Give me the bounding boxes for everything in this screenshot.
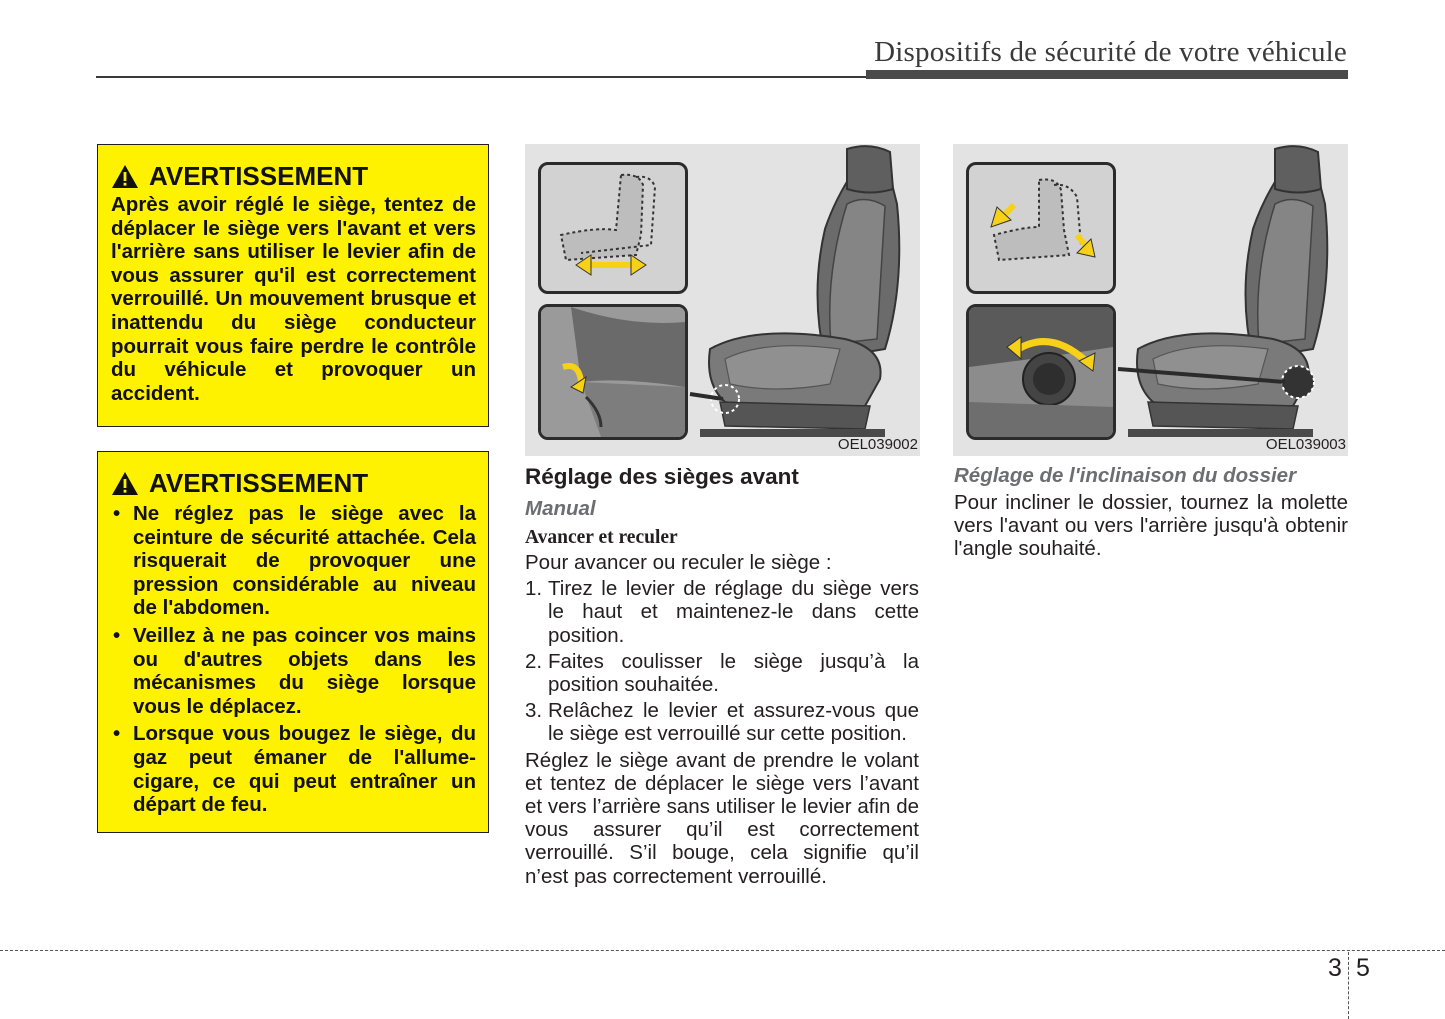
step-item (525, 577, 919, 647)
step-number: 3. (525, 699, 543, 723)
intro-text: Pour avancer ou reculer le siège : (525, 551, 832, 574)
inset-lever-detail (538, 304, 688, 440)
section-subtitle: Manual (525, 497, 596, 520)
step-text: Relâchez le levier et assurez-vous que le siège est verrouillé sur cette position. (548, 699, 919, 746)
steps-list (525, 577, 919, 745)
warning-list-item: • Ne réglez pas le siège avec la ceinture de sécurité attachée. Cela risquerait de provoquer une pression considérable au niveau de l'abdomen. (111, 502, 476, 620)
recline-arrow-diagram (969, 165, 1113, 291)
warning-triangle-icon (111, 471, 139, 496)
step-text: Tirez le levier de réglage du siège vers le haut et maintenez-le dans cette position. (548, 577, 919, 647)
section-front-seats (525, 460, 919, 888)
inset-recline-diagram (966, 162, 1116, 294)
warning-box-2 (97, 451, 489, 833)
step-item (525, 699, 919, 745)
step-item (525, 650, 919, 696)
warning-list (111, 502, 476, 817)
knob-detail-drawing (969, 307, 1113, 437)
inset-knob-detail (966, 304, 1116, 440)
figure-seat-slide (525, 144, 920, 456)
page-header-title: Dispositifs de sécurité de votre véhicule (874, 36, 1347, 68)
section-recline (954, 460, 1348, 561)
slide-arrow-diagram (541, 165, 685, 291)
lever-detail-drawing (541, 307, 685, 437)
warning-list-item: • Lorsque vous bougez le siège, du gaz peut émaner de l'allume-cigare, ce qui peut entraîner un départ de feu. (111, 722, 476, 816)
figure-seat-recline (953, 144, 1348, 456)
header-rule (96, 76, 868, 78)
warning-title: AVERTISSEMENT (149, 161, 369, 191)
step-text: Faites coulisser le siège jusqu’à la position souhaitée. (548, 649, 919, 697)
figure-code: OEL039002 (837, 436, 918, 453)
warning-box-1 (97, 144, 489, 427)
footer-page-separator (1348, 952, 1349, 1019)
section-title: Réglage des sièges avant (525, 464, 799, 489)
page-number: 5 (1356, 954, 1370, 982)
warning-triangle-icon (111, 164, 139, 189)
warning-text: Après avoir réglé le siège, tentez de déplacer le siège vers l'avant et vers l'arrière sans utiliser le levier afin de vous assurer qu'il est correctement verrouillé. Un mouvement brusque et inattendu du siège conducteur pourrait vous faire perdre le contrôle du véhicule et provoquer un accident. (111, 193, 476, 405)
header-rule-bold (866, 70, 1348, 79)
warning-list-item: • Veillez à ne pas coincer vos mains ou d'autres objets dans les mécanismes du siège lorsque vous le déplacez. (111, 624, 476, 718)
warning-heading (111, 468, 476, 498)
step-number: 2. (525, 649, 543, 673)
section-subtitle: Réglage de l'inclinaison du dossier (954, 464, 1297, 487)
warning-heading (111, 161, 476, 191)
section-subsubtitle: Avancer et reculer (525, 527, 678, 548)
inset-slide-diagram (538, 162, 688, 294)
outro-text: Réglez le siège avant de prendre le volant et tentez de déplacer le siège vers l’avant et vers l’arrière sans utiliser le levier afin de vous assurer qu’il est correctement verrouillé. S’il bouge, cela signifie qu’il n’est pas correctement verrouillé. (525, 748, 919, 888)
warning-title: AVERTISSEMENT (149, 468, 369, 498)
figure-code: OEL039003 (1265, 436, 1346, 453)
chapter-number: 3 (1328, 954, 1342, 982)
step-number: 1. (525, 577, 543, 601)
footer-divider (0, 950, 1445, 951)
recline-text: Pour incliner le dossier, tournez la molette vers l'avant ou vers l'arrière jusqu'à obtenir l'angle souhaité. (954, 491, 1348, 561)
